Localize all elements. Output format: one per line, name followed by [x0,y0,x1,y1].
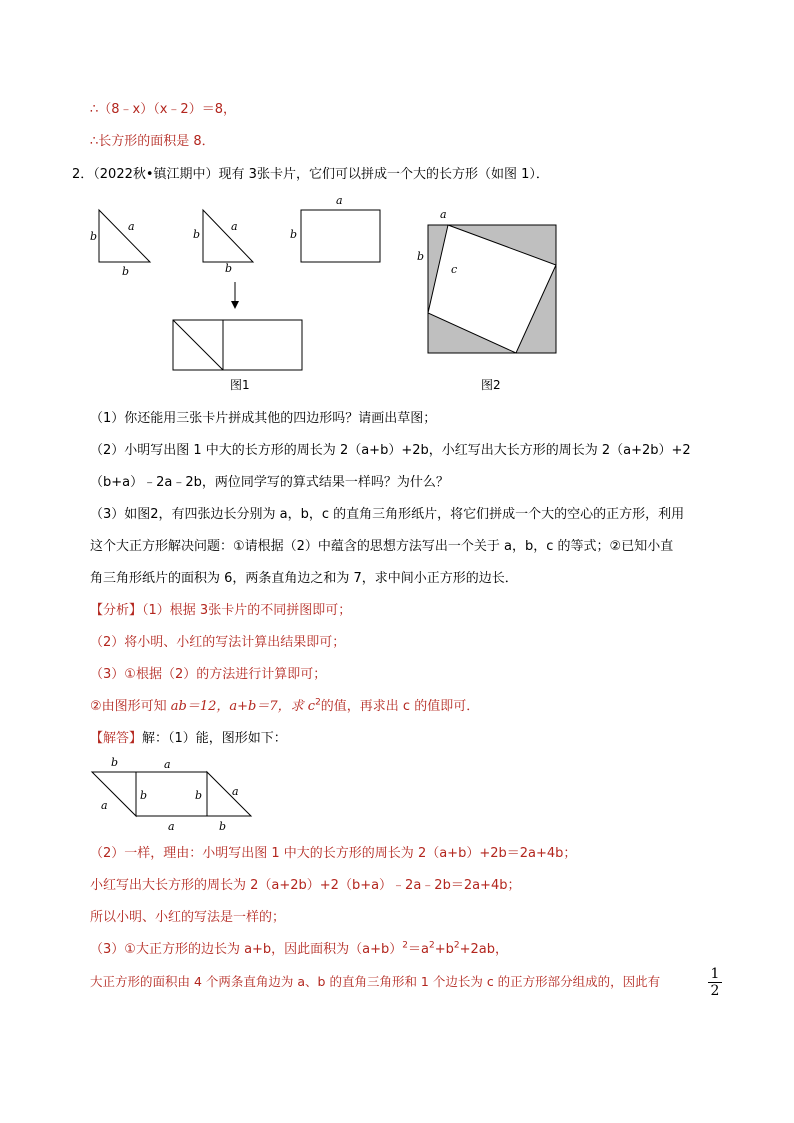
figure-2-square [428,225,556,353]
answer-line-4: 所以小明、小红的写法是一样的； [90,910,286,925]
subquestion-3-line-3: 角三角形纸片的面积为 6，两条直角边之和为 7，求中间小正方形的边长． [90,571,518,586]
subquestion-3-line-1: （3）如图2，有四张边长分别为 a，b，c 的直角三角形纸片，将它们拼成一个大的空心的正方形，利用 [90,507,685,522]
svg-text:a: a [164,758,171,771]
svg-text:b: b [219,820,227,833]
svg-text:a: a [168,820,175,833]
triangle-card-1 [99,210,150,262]
subquestion-1: （1）你还能用三张卡片拼成其他的四边形吗？请画出草图； [90,411,437,426]
figure-1-rectangle [173,320,302,370]
svg-text:a: a [101,799,108,812]
label-b-tri1-bottom: b [122,265,130,278]
svg-text:b: b [195,789,203,802]
answer-line-5: （3）①大正方形的边长为 a+b，因此面积为$(a+b)^2=a^2+b^2+2ab$， [90,940,509,957]
label-a-rect: a [336,194,343,207]
circled-1-answer-mark: ① [124,942,136,957]
question-text: 现有 3张卡片，它们可以拼成一个大的长方形（如图 1）． [218,167,549,182]
answer-line-3: 小红写出大长方形的周长为 2（a+2b）+2（b+a）﹣2a﹣2b＝2a+4b； [90,878,521,893]
figure-1-caption: 图1 [230,378,250,392]
figure-diagrams [80,190,580,405]
answer-line-1: 【解答】解：（1）能，图形如下： [90,731,287,746]
answer-tag: 【解答】 [90,731,143,746]
subquestion-2-line-1: （2）小明写出图 1 中大的长方形的周长为 2（a+b）+2b，小红写出大长方形的周长为 2（a+2b）+2 [90,443,691,458]
arrow-head [231,301,239,309]
label-c-fig2: c [451,263,458,276]
circled-2-mark: ② [90,699,102,714]
label-b-tri1-side: b [90,230,98,243]
answer-line-6: 大正方形的面积由 4 个两条直角边为 a、b 的直角三角形和 1 个边长为 c 的正方形部分组成的，因此有 [90,974,661,989]
label-a-fig2: a [440,208,447,221]
label-b-tri2-bottom: b [225,262,233,275]
analysis-line-4: ②由图形可知 ab＝12，a+b＝7，求 $c^2$的值，再求出 c 的值即可． [90,697,480,714]
label-b-fig2: b [417,250,425,263]
question-number: 2． [72,167,94,182]
rectangle-card [301,210,380,262]
analysis-line-3: （3）①根据（2）的方法进行计算即可； [90,667,327,682]
question-source: （2022秋•镇江期中） [93,167,219,182]
subquestion-3-line-2: 这个大正方形解决问题：①请根据（2）中蕴含的思想方法写出一个关于 a，b，c 的等式；②已知小直 [90,539,674,554]
svg-text:b: b [111,756,119,769]
solution-line-1: ∴（8﹣x）（x﹣2）＝8， [90,102,236,117]
circled-1-mark: ① [124,667,136,682]
triangle-card-2 [203,210,253,262]
figure-2-caption: 图2 [481,378,501,392]
label-b-tri2-side: b [193,228,201,241]
answer-parallelogram-diagram [88,752,258,837]
answer-line-2: （2）一样，理由：小明写出图 1 中大的长方形的周长为 2（a+b）+2b＝2a+4b； [90,846,577,861]
label-b-rect: b [290,228,298,241]
label-a-tri1: a [128,220,135,233]
question-stem [72,166,549,184]
analysis-line-2: （2）将小明、小红的写法计算出结果即可； [90,635,346,650]
analysis-tag: 【分析】 [90,603,143,618]
analysis-line-1: 【分析】（1）根据 3张卡片的不同拼图即可； [90,603,352,618]
svg-text:a: a [232,785,239,798]
solution-line-2: ∴长方形的面积是 8． [90,134,215,149]
label-a-tri2: a [231,220,238,233]
svg-text:b: b [140,789,148,802]
subquestion-2-line-2: （b+a）﹣2a﹣2b，两位同学写的算式结果一样吗？为什么？ [90,475,449,490]
fraction-one-half: $\frac{1}{2}$ [708,966,722,999]
